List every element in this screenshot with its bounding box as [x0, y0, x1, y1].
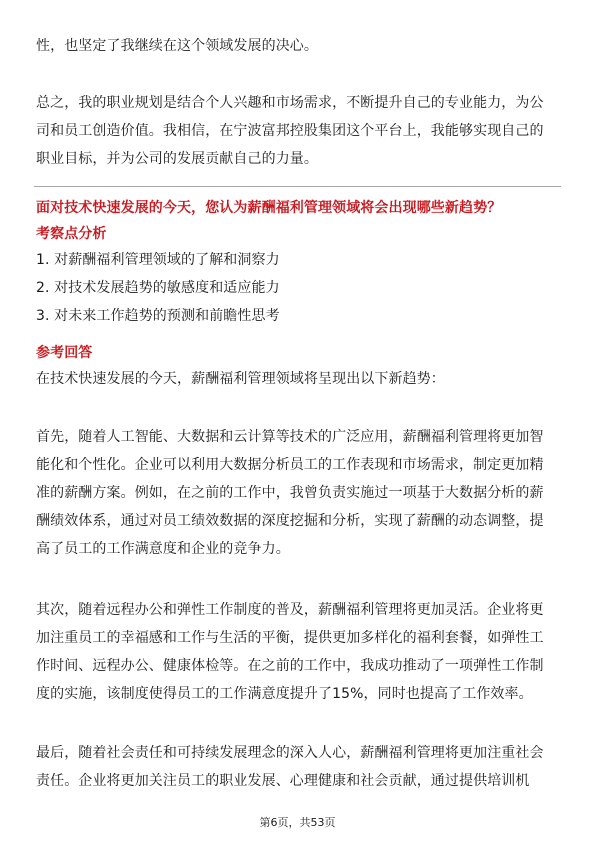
analysis-point: 3. 对未来工作趋势的预测和前瞻性思考	[36, 308, 280, 324]
analysis-heading: 考察点分析	[36, 226, 107, 242]
answer-paragraph-line: 最后，随着社会责任和可持续发展理念的深入人心，薪酬福利管理将更加注重社会	[36, 745, 544, 761]
answer-paragraph-line: 首先，随着人工智能、大数据和云计算等技术的广泛应用，薪酬福利管理将更加智	[36, 429, 544, 445]
answer-paragraph-line: 能化和个性化。企业可以利用大数据分析员工的工作表现和市场需求，制定更加精	[36, 457, 544, 473]
page-number: 第6页，共53页	[259, 816, 336, 829]
answer-heading: 参考回答	[36, 345, 93, 361]
answer-paragraph-line: 度的实施，该制度使得员工的工作满意度提升了15%，同时也提高了工作效率。	[36, 686, 533, 702]
summary-line: 司和员工创造价值。我相信，在宁波富邦控股集团这个平台上，我能够实现自己的	[36, 123, 544, 139]
analysis-point: 2. 对技术发展趋势的敏感度和适应能力	[36, 280, 280, 296]
section-divider	[34, 186, 561, 187]
answer-intro: 在技术快速发展的今天，薪酬福利管理领域将呈现出以下新趋势：	[36, 371, 445, 387]
answer-paragraph-line: 其次，随着远程办公和弹性工作制度的普及，薪酬福利管理将更加灵活。企业将更	[36, 602, 544, 618]
analysis-point: 1. 对薪酬福利管理领域的了解和洞察力	[36, 252, 280, 268]
answer-paragraph-line: 作时间、远程办公、健康体检等。在之前的工作中，我成功推动了一项弹性工作制	[36, 658, 544, 674]
answer-paragraph-line: 高了员工的工作满意度和企业的竞争力。	[36, 541, 290, 557]
intro-tail-line: 性，也坚定了我继续在这个领域发展的决心。	[36, 38, 318, 54]
answer-paragraph-line: 酬绩效体系，通过对员工绩效数据的深度挖掘和分析，实现了薪酬的动态调整，提	[36, 513, 544, 529]
summary-line: 总之，我的职业规划是结合个人兴趣和市场需求，不断提升自己的专业能力，为公	[36, 95, 544, 111]
question-title: 面对技术快速发展的今天，您认为薪酬福利管理领域将会出现哪些新趋势？	[36, 200, 502, 216]
summary-line: 职业目标，并为公司的发展贡献自己的力量。	[36, 151, 318, 167]
answer-paragraph-line: 准的薪酬方案。例如，在之前的工作中，我曾负责实施过一项基于大数据分析的薪	[36, 485, 544, 501]
answer-paragraph-line: 责任。企业将更加关注员工的职业发展、心理健康和社会贡献，通过提供培训机	[36, 773, 530, 789]
answer-paragraph-line: 加注重员工的幸福感和工作与生活的平衡，提供更加多样化的福利套餐，如弹性工	[36, 630, 544, 646]
